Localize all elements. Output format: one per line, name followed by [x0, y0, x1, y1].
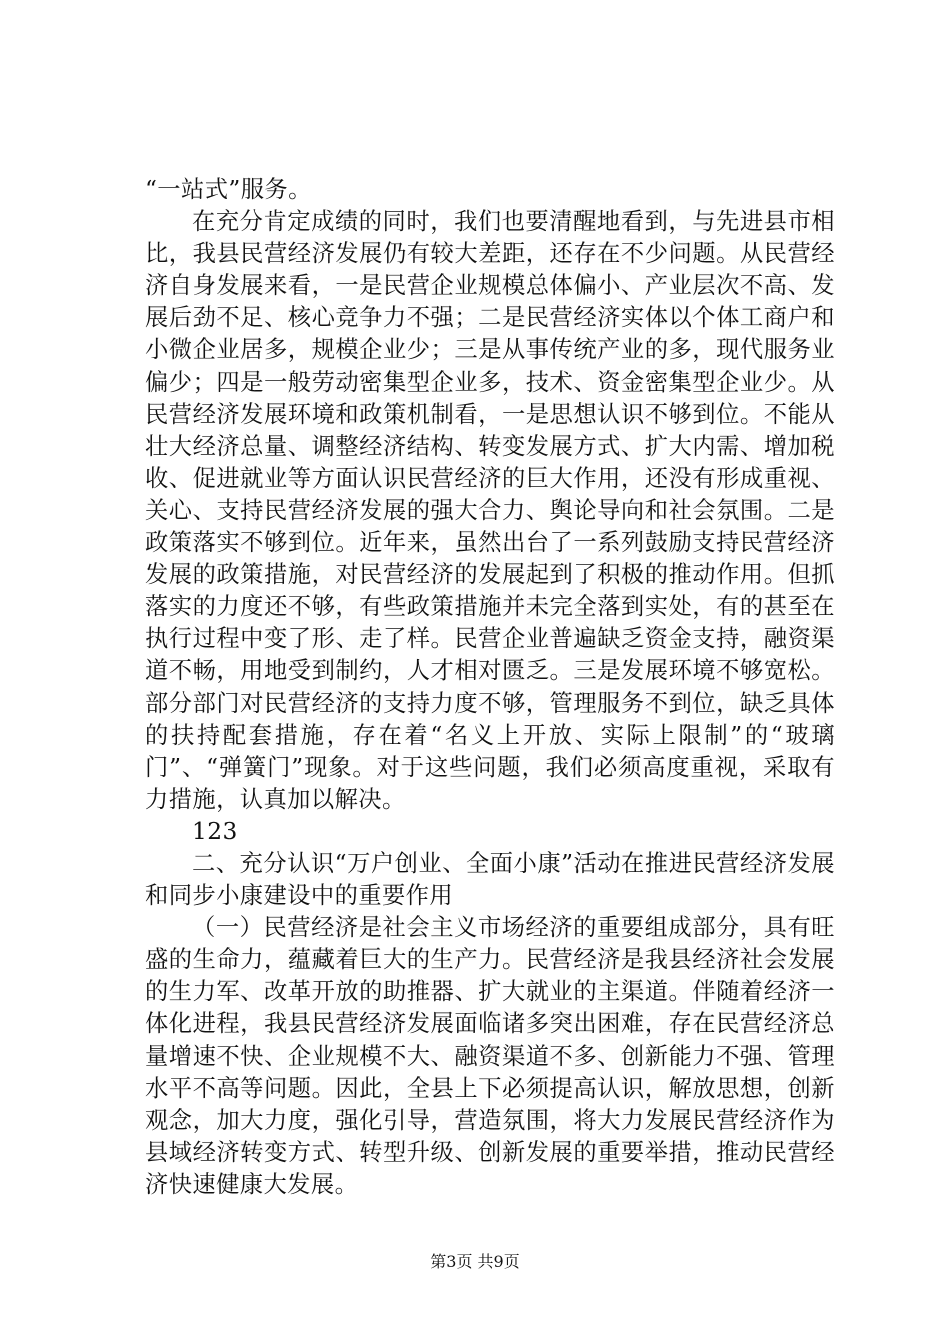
page-footer: 第3页 共9页 — [430, 1252, 520, 1271]
body-text — [145, 174, 835, 1201]
paragraph-subsection-one: （一）民营经济是社会主义市场经济的重要组成部分，具有旺盛的生命力，蕴藏着巨大的生产力。民营经济是我县经济社会发展的生力军、改革开放的助推器、扩大就业的主渠道。伴随着经济一体化进程，我县民营经济发展面临诸多突出困难，存在民营经济总量增速不快、企业规模不大、融资渠道不多、创新能力不强、管理水平不高等问题。因此，全县上下必须提高认识，解放思想，创新观念，加大力度，强化引导，营造氛围，将大力发展民营经济作为县域经济转变方式、转型升级、创新发展的重要举措，推动民营经济快速健康大发展。 — [145, 914, 835, 1198]
paragraph-number: 123 — [192, 817, 238, 845]
paragraph-continuation: “一站式”服务。 — [145, 176, 312, 203]
paragraph-problems: 在充分肯定成绩的同时，我们也要清醒地看到，与先进县市相比，我县民营经济发展仍有较大差距，还存在不少问题。从民营经济自身发展来看，一是民营企业规模总体偏小、产业层次不高、发展后劲不足、核心竞争力不强；二是民营经济实体以个体工商户和小微企业居多，规模企业少；三是从事传统产业的多，现代服务业偏少；四是一般劳动密集型企业多，技术、资金密集型企业少。从民营经济发展环境和政策机制看，一是思想认识不够到位。不能从壮大经济总量、调整经济结构、转变发展方式、扩大内需、增加税收、促进就业等方面认识民营经济的巨大作用，还没有形成重视、关心、支持民营经济发展的强大合力、舆论导向和社会氛围。二是政策落实不够到位。近年来，虽然出台了一系列鼓励支持民营经济发展的政策措施，对民营经济的发展起到了积极的推动作用。但抓落实的力度还不够，有些政策措施并未完全落到实处，有的甚至在执行过程中变了形、走了样。民营企业普遍缺乏资金支持，融资渠道不畅，用地受到制约，人才相对匮乏。三是发展环境不够宽松。部分部门对民营经济的支持力度不够，管理服务不到位，缺乏具体的扶持配套措施，存在着“名义上开放、实际上限制”的“玻璃门”、“弹簧门”现象。对于这些问题，我们必须高度重视，采取有力措施，认真加以解决。 — [145, 208, 835, 813]
section-heading: 二、充分认识“万户创业、全面小康”活动在推进民营经济发展和同步小康建设中的重要作用 — [145, 849, 835, 910]
